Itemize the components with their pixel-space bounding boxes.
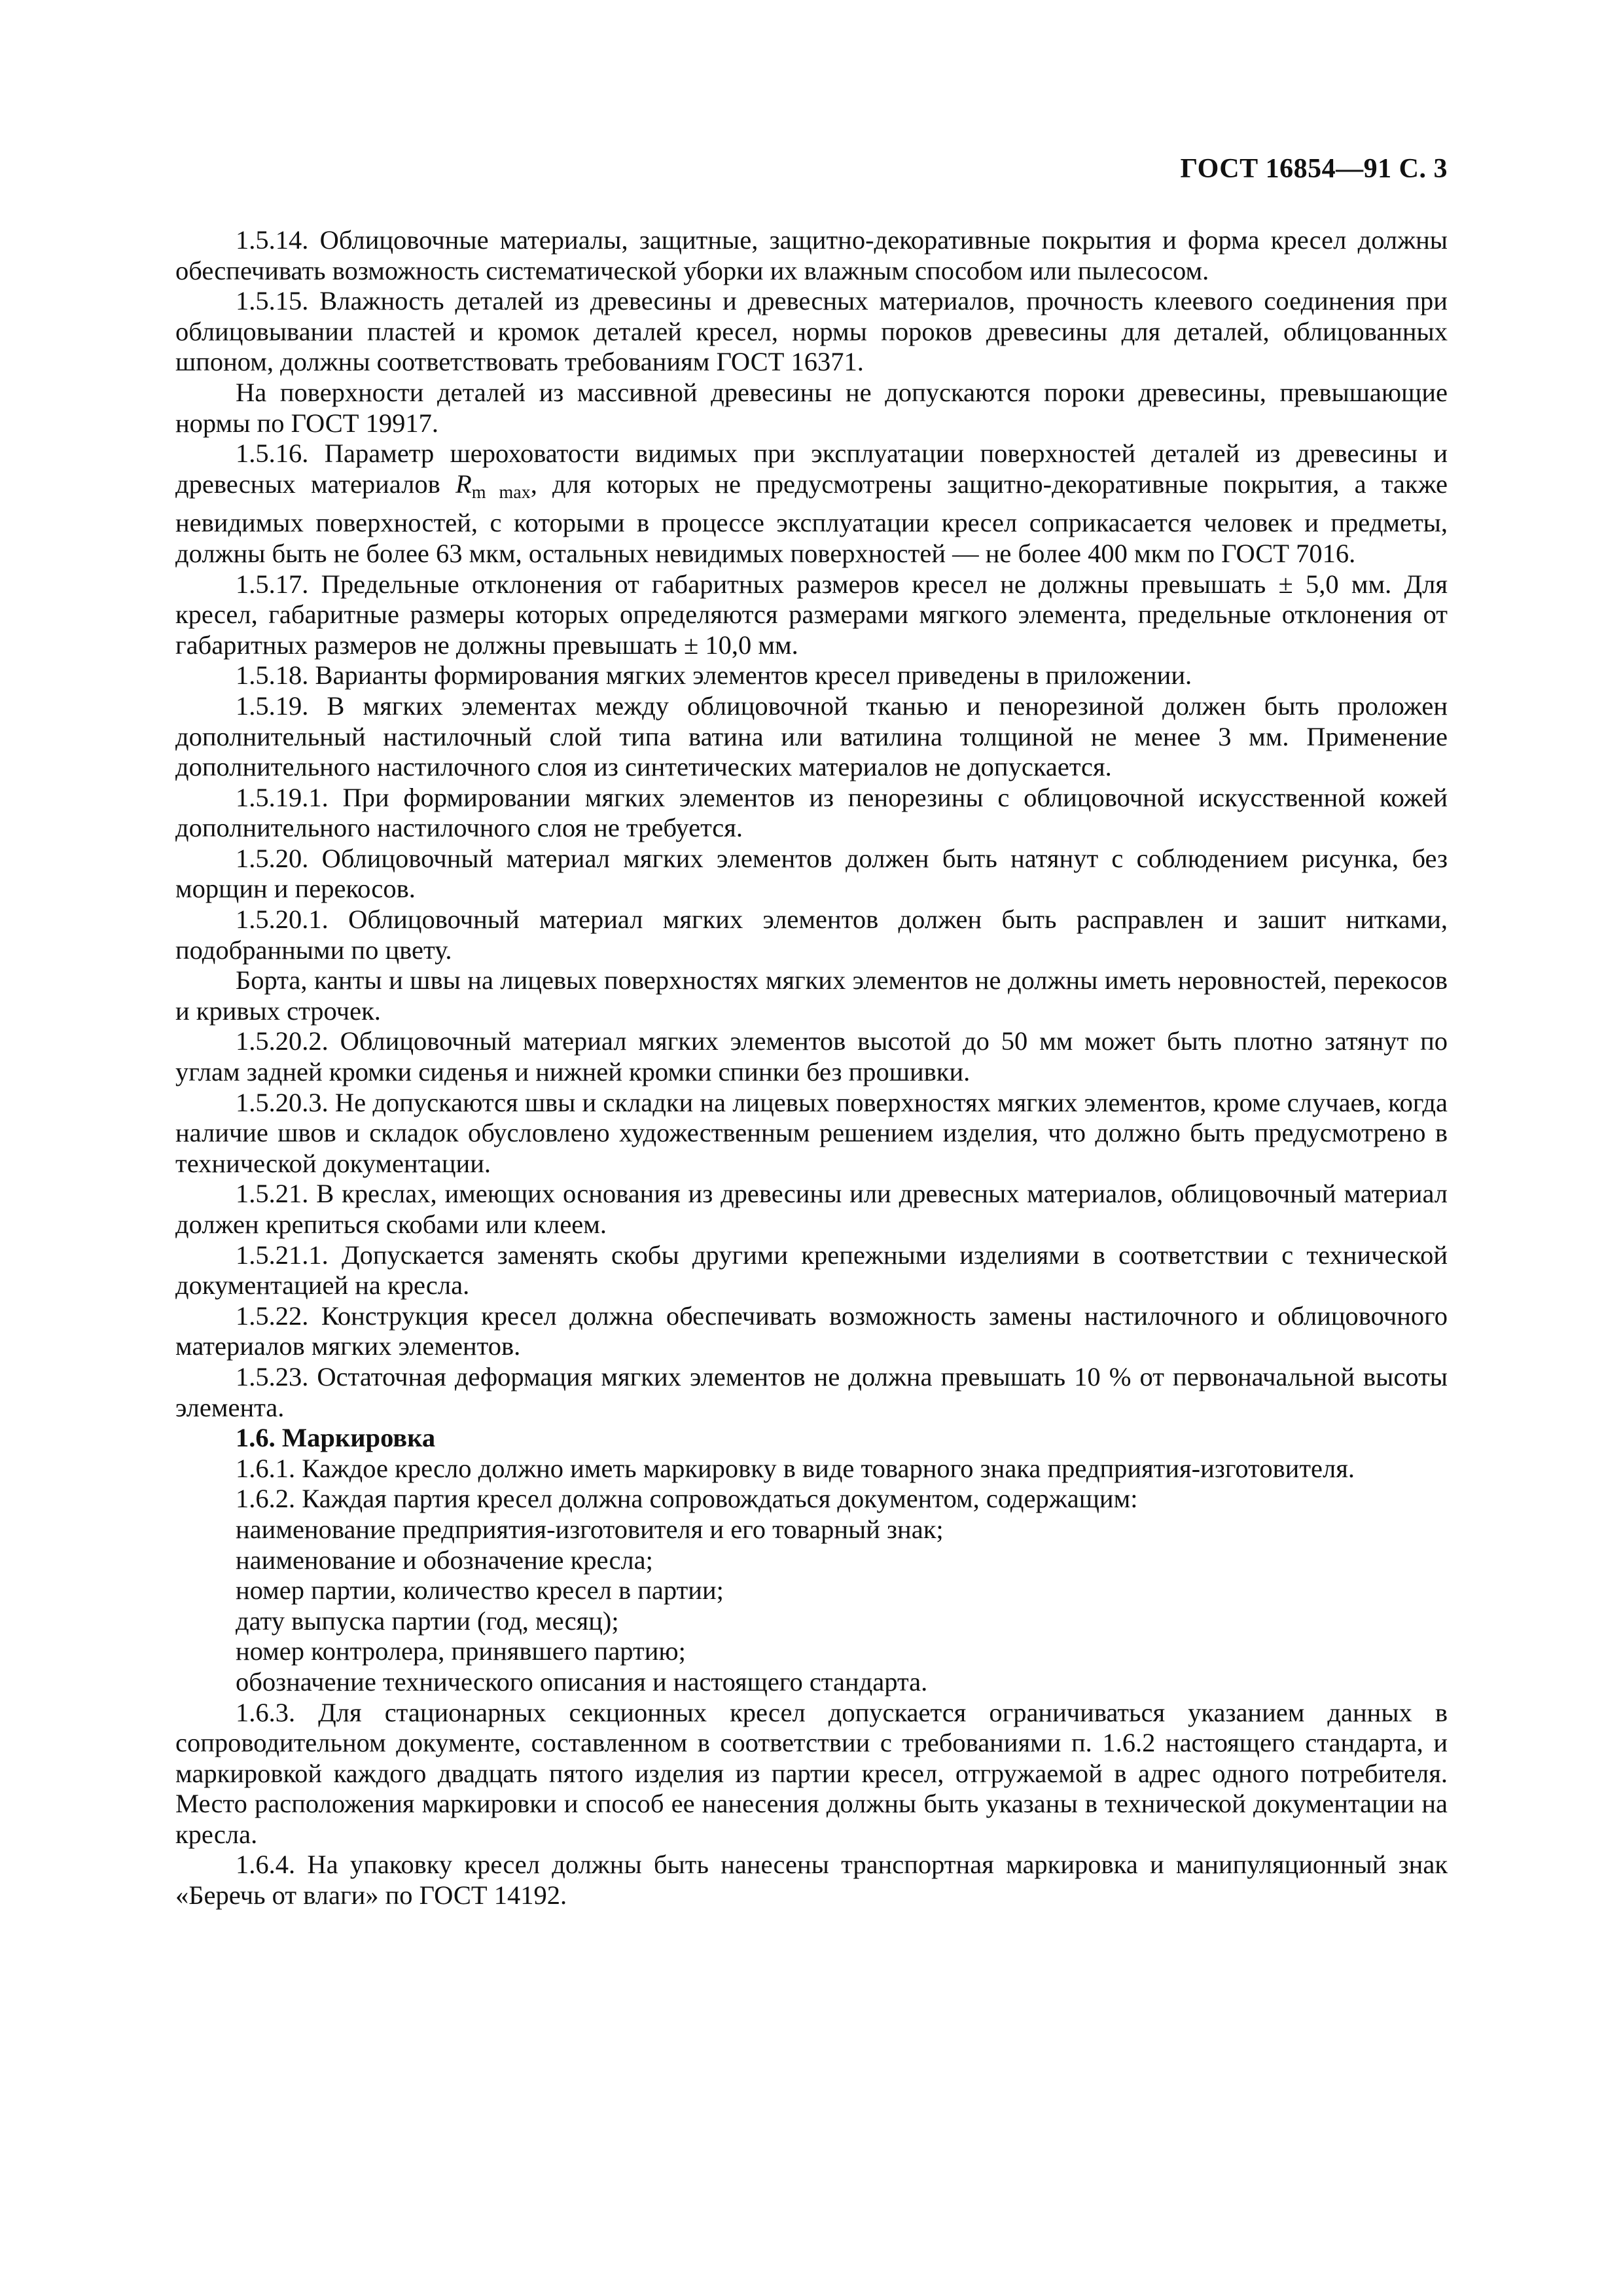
clause-1-5-21-1: 1.5.21.1. Допускается заменять скобы другими крепежными изделиями в соответствии с технической документацией на кресла.: [175, 1240, 1448, 1300]
roughness-subscript: m max: [471, 482, 531, 503]
section-heading-marking: 1.6. Маркировка: [236, 1423, 436, 1453]
clause-1-5-20-1-note: Борта, канты и швы на лицевых поверхностях мягких элементов не должны иметь неровностей, перекосов и кривых строчек.: [175, 965, 1448, 1026]
clause-1-5-18: 1.5.18. Варианты формирования мягких элементов кресел приведены в приложении.: [236, 660, 1192, 691]
roughness-symbol: R: [455, 469, 472, 499]
page-header: ГОСТ 16854—91 С. 3: [1180, 154, 1448, 184]
clause-1-5-20-3: 1.5.20.3. Не допускаются швы и складки на лицевых поверхностях мягких элементов, кроме случаев, когда наличие швов и складок обусловлено художественным решением изделия, что должно быть предусмотрено в технической документации.: [175, 1087, 1448, 1178]
list-item: номер партии, количество кресел в партии;: [236, 1575, 724, 1605]
list-item: наименование предприятия-изготовителя и его товарный знак;: [236, 1514, 944, 1544]
clause-1-5-17: 1.5.17. Предельные отклонения от габаритных размеров кресел не должны превышать ± 5,0 мм. Для кресел, габаритные размеры которых определяются размерами мягкого элемента, предельные отклонения от габаритных размеров не должны превышать ± 10,0 мм.: [175, 569, 1448, 660]
document-body: [175, 225, 1448, 1911]
clause-1-5-14: 1.5.14. Облицовочные материалы, защитные, защитно-декоративные покрытия и форма кресел должны обеспечивать возможность систематической уборки их влажным способом или пылесосом.: [175, 225, 1448, 285]
clause-1-5-19: 1.5.19. В мягких элементах между облицовочной тканью и пенорезиной должен быть проложен дополнительный настилочный слой типа ватина или ватилина толщиной не менее 3 мм. Применение дополнительного настилочного слоя из синтетических материалов не допускается.: [175, 691, 1448, 782]
clause-1-6-2: 1.6.2. Каждая партия кресел должна сопровождаться документом, содержащим:: [236, 1484, 1138, 1514]
clause-1-5-21: 1.5.21. В креслах, имеющих основания из древесины или древесных материалов, облицовочный материал должен крепиться скобами или клеем.: [175, 1179, 1448, 1239]
clause-1-6-4: 1.6.4. На упаковку кресел должны быть нанесены транспортная маркировка и манипуляционный знак «Беречь от влаги» по ГОСТ 14192.: [175, 1850, 1448, 1910]
clause-1-5-23: 1.5.23. Остаточная деформация мягких элементов не должна превышать 10 % от первоначальной высоты элемента.: [175, 1361, 1448, 1422]
clause-1-5-15: 1.5.15. Влажность деталей из древесины и древесных материалов, прочность клеевого соединения при облицовывании пластей и кромок деталей кресел, нормы пороков древесины для деталей, облицованных шпоном, должны соответствовать требованиям ГОСТ 16371.: [175, 286, 1448, 377]
clause-1-5-20: 1.5.20. Облицовочный материал мягких элементов должен быть натянут с соблюдением рисунка, без морщин и перекосов.: [175, 843, 1448, 904]
list-item: наименование и обозначение кресла;: [236, 1545, 653, 1575]
clause-1-5-20-2: 1.5.20.2. Облицовочный материал мягких элементов высотой до 50 мм может быть плотно затянут по углам задней кромки сиденья и нижней кромки спинки без прошивки.: [175, 1026, 1448, 1087]
clause-1-6-1: 1.6.1. Каждое кресло должно иметь маркировку в виде товарного знака предприятия-изготовителя.: [236, 1453, 1355, 1483]
clause-1-5-22: 1.5.22. Конструкция кресел должна обеспечивать возможность замены настилочного и облицовочного материалов мягких элементов.: [175, 1300, 1448, 1361]
clause-1-5-20-1: 1.5.20.1. Облицовочный материал мягких элементов должен быть расправлен и зашит нитками, подобранными по цвету.: [175, 905, 1448, 965]
list-item: обозначение технического описания и настоящего стандарта.: [236, 1666, 928, 1696]
clause-1-5-16-text-cont: , для которых не предусмотрены защитно-декоративные покрытия, а также невидимых поверхностей, с которыми в процессе эксплуатации кресел соприкасается человек и предметы, должны быть не более 63 мкм, остальных невидимых поверхностей — не более 400 мкм по ГОСТ 7016.: [175, 469, 1448, 568]
clause-1-6-3: 1.6.3. Для стационарных секционных кресел допускается ограничиваться указанием данных в сопроводительном документе, составленном в соответствии с требованиями п. 1.6.2 настоящего стандарта, и маркировкой каждого двадцать пятого изделия из партии кресел, отгружаемой в адрес одного потребителя. Место расположения маркировки и способ ее нанесения должны быть указаны в технической документации на кресла.: [175, 1697, 1448, 1849]
list-item: номер контролера, принявшего партию;: [236, 1636, 686, 1666]
list-item: дату выпуска партии (год, месяц);: [236, 1605, 619, 1636]
clause-1-5-19-1: 1.5.19.1. При формировании мягких элементов из пенорезины с облицовочной искусственной кожей дополнительного настилочного слоя не требуется.: [175, 782, 1448, 843]
clause-1-5-16: [175, 439, 1448, 569]
clause-1-5-15-note: На поверхности деталей из массивной древесины не допускаются пороки древесины, превышающие нормы по ГОСТ 19917.: [175, 377, 1448, 438]
clause-1-5-16-text: 1.5.16. Параметр шероховатости видимых при эксплуатации поверхностей деталей из древесины и древесных материалов: [175, 439, 1448, 499]
